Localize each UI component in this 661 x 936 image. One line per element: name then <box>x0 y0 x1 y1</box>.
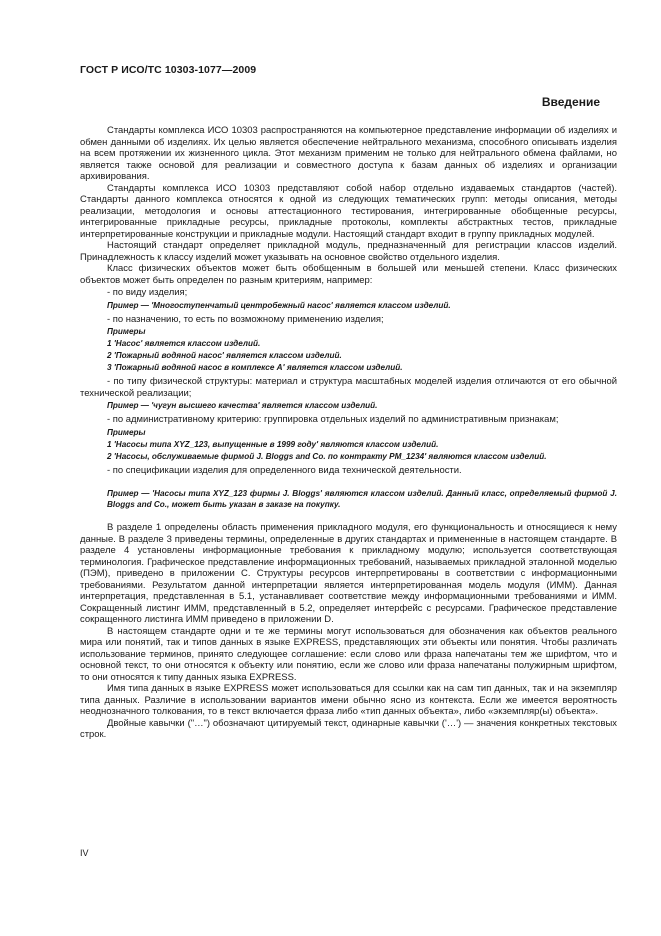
criterion-1: - по виду изделия; <box>107 287 188 298</box>
criterion-1-example: Пример — 'Многоступенчатый центробежный насос' является классом изделий. <box>107 300 451 310</box>
section-title: Введение <box>541 95 600 109</box>
paragraph-7: Имя типа данных в языке EXPRESS может использоваться для ссылки как на сам тип данных, так и на экземпляр типа данных. Различие в использовании вариантов имени обычно ясно из контекста. Если же имеется вероятность неоднозначного толкования, то в текст включается фраза либо «тип данных объекта», либо «экземпляр(ы) объекта». <box>80 683 617 717</box>
criterion-4-example-1: 1 'Насосы типа XYZ_123, выпущенные в 1999 году' являются классом изделий. <box>107 439 439 449</box>
page-number: IV <box>80 848 89 858</box>
paragraph-6: В настоящем стандарте одни и те же термины могут использоваться для обозначения как объектов реального мира или понятий, так и типов данных в языке EXPRESS, представляющих эти объекты или понятия. Чтобы различать использование терминов, принято следующее соглашение: если слово или фраза напечатаны тем же шрифтом, что и основной текст, то они относятся к объекту или понятию, если же слово или фраза напечатаны полужирным шрифтом, то они относятся к типу данных языка EXPRESS. <box>80 625 617 683</box>
criterion-2-example-3: 3 'Пожарный водяной насос в комплексе А' является классом изделий. <box>107 363 403 372</box>
criterion-3-example: Пример — 'чугун высшего качества' является классом изделий. <box>107 401 378 410</box>
criterion-2: - по назначению, то есть по возможному применению изделия; <box>107 313 384 325</box>
paragraph-4: Класс физических объектов может быть обобщенным в большей или меньшей степени. Класс физических объектов может быть определен по разным критериям, например: <box>80 263 617 286</box>
criterion-3: - по типу физической структуры: материал и структура масштабных моделей изделия отличаются от его обычной технической реализации; <box>80 376 617 399</box>
criterion-2-example-2: 2 'Пожарный водяной насос' является классом изделий. <box>107 351 342 360</box>
document-header: ГОСТ Р ИСО/ТС 10303-1077—2009 <box>80 64 257 76</box>
criterion-4-examples-label: Примеры <box>107 427 146 437</box>
criterion-2-examples-label: Примеры <box>107 327 146 336</box>
body-text <box>80 125 617 741</box>
paragraph-3: Настоящий стандарт определяет прикладной модуль, предназначенный для регистрации классов изделий. Принадлежность к классу изделий может указывать на основное свойство отдельного изделия. <box>80 240 617 263</box>
paragraph-8: Двойные кавычки ("…") обозначают цитируемый текст, одинарные кавычки ('…') — значения конкретных текстовых строк. <box>80 717 617 740</box>
criterion-2-example-1: 1 'Насос' является классом изделий. <box>107 339 261 348</box>
criterion-5: - по спецификации изделия для определенного вида технической деятельности. <box>107 464 462 476</box>
paragraph-5: В разделе 1 определены область применения прикладного модуля, его функциональность и относящиеся к нему данные. В разделе 3 приведены термины, определенные в других стандартах и примененные в настоящем стандарте. В разделе 4 установлены информационные требования к прикладному модулю; используется соответствующая терминология. Графическое представление информационных требований, называемых прикладной эталонной моделью (ПЭМ), приведено в приложении С. Структуры ресурсов интерпретированы в соответствии с информационными требованиями. Результатом данной интерпретации является интерпретированная модель модуля (ИММ). Данная интерпретация, представленная в 5.1, устанавливает соответствие между информационными требованиями и ИММ. Сокращенный листинг ИММ, представленный в 5.2, определяет интерфейс с ресурсами. Графическое представление сокращенного листинга ИММ приведено в приложении D. <box>80 522 617 625</box>
paragraph-2: Стандарты комплекса ИСО 10303 представляют собой набор отдельно издаваемых стандартов (частей). Стандарты данного комплекса относятся к одной из следующих тематических групп: методы описания, методы реализации, методология и основы аттестационного тестирования, интегрированные обобщенные ресурсы, интегрированные прикладные ресурсы, прикладные протоколы, комплекты абстрактных тестов, прикладные интерпретированные конструкции и прикладные модули. Настоящий стандарт входит в группу прикладных модулей. <box>80 182 617 240</box>
criterion-4-example-2: 2 'Насосы, обслуживаемые фирмой J. Bloggs and Co. по контракту PM_1234' являются классом изделий. <box>107 451 547 461</box>
criterion-4: - по административному критерию: группировка отдельных изделий по административным признакам; <box>107 414 559 425</box>
criterion-5-example: Пример — 'Насосы типа XYZ_123 фирмы J. Bloggs' являются классом изделий. Данный класс, определяемый фирмой J. Bloggs and Co., может быть указан в заказе на покупку. <box>107 489 617 509</box>
paragraph-1: Стандарты комплекса ИСО 10303 распространяются на компьютерное представление информации об изделиях и обмен данными об изделиях. Их целью является обеспечение нейтрального механизма, способного описывать изделия на всем протяжении их жизненного цикла. Этот механизм применим не только для нейтрального обмена файлами, но является также основой для реализации и совместного доступа к базам данных об изделиях и организации архивирования. <box>80 125 617 182</box>
